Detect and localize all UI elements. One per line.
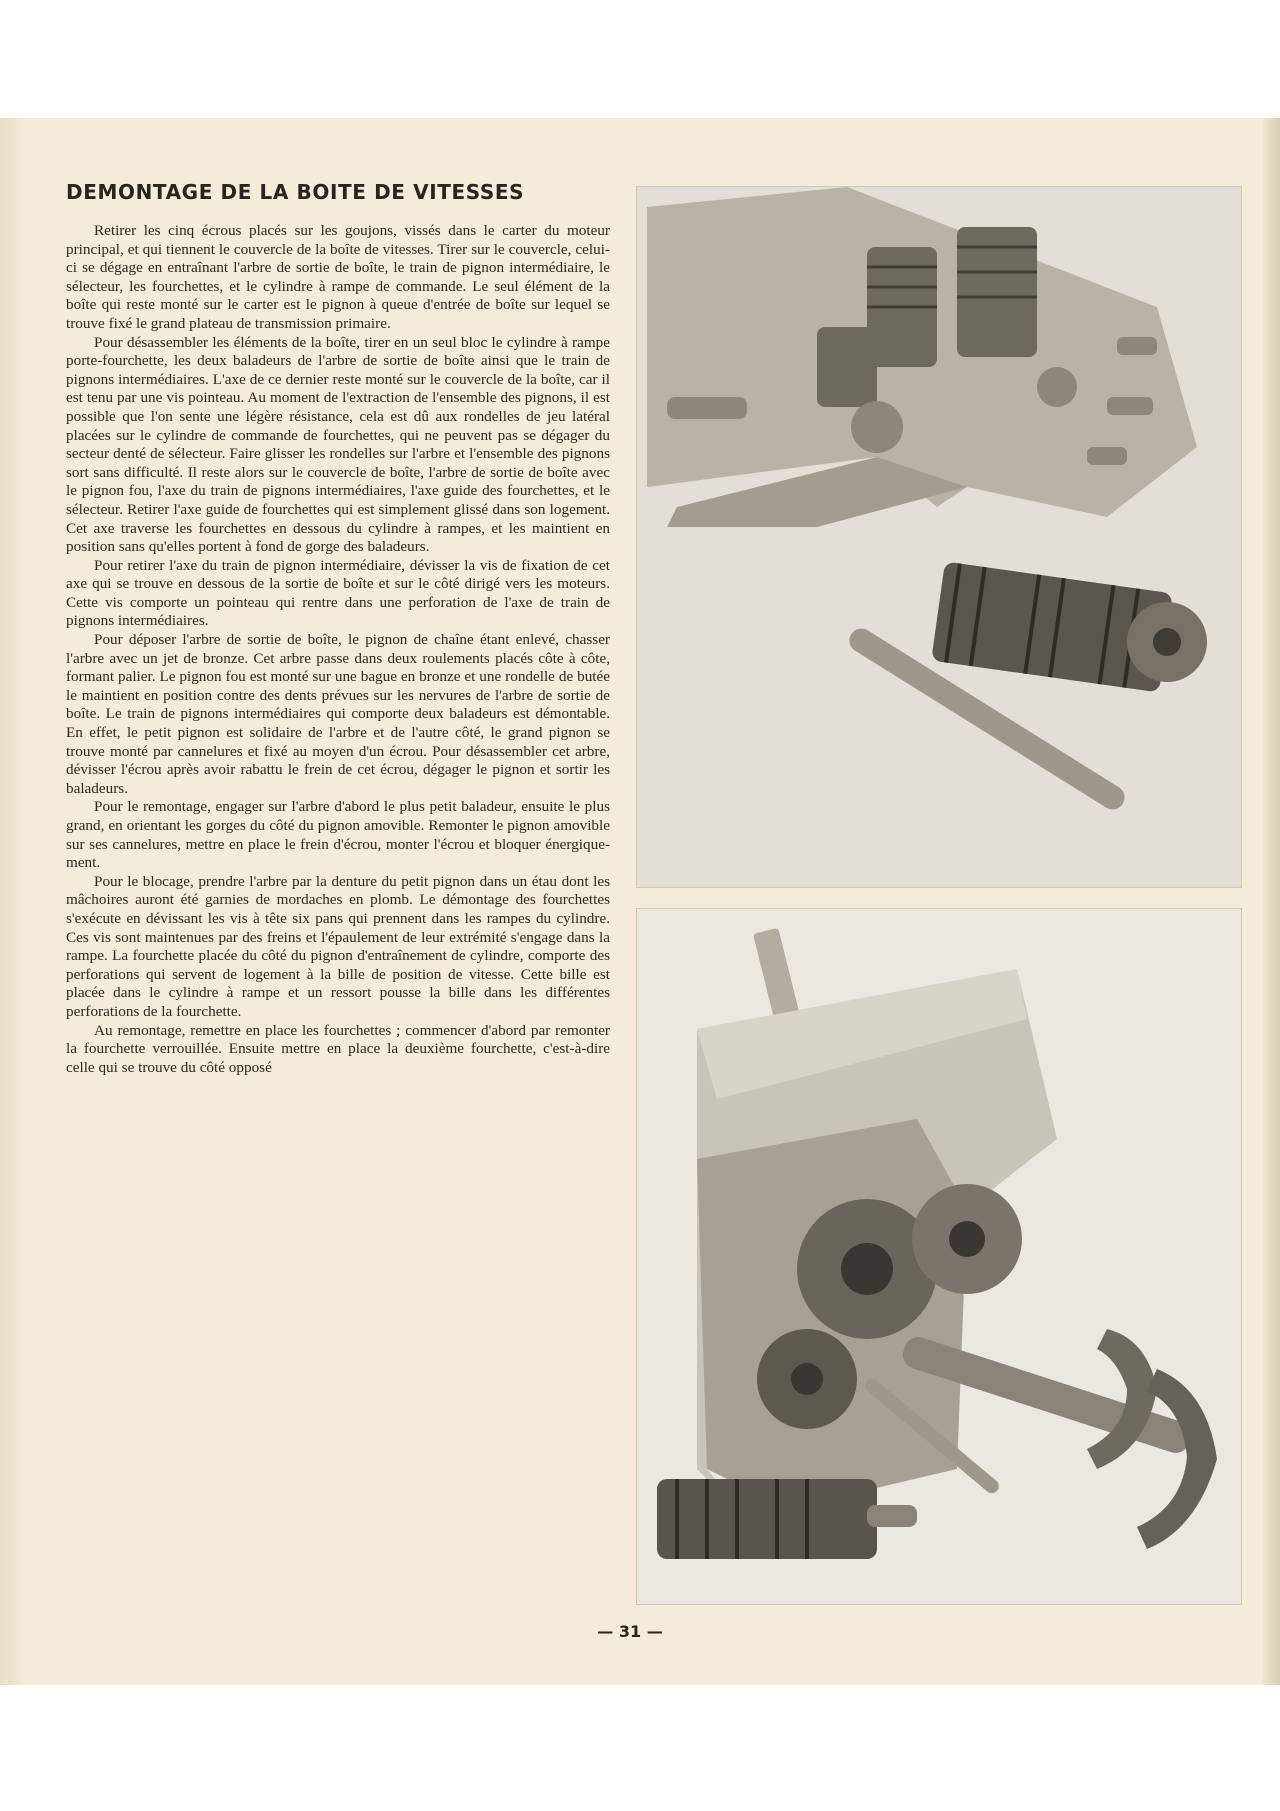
gearbox-photo-bottom — [636, 908, 1242, 1605]
body-text — [66, 222, 610, 1602]
section-heading: DEMONTAGE DE LA BOITE DE VITESSES — [66, 180, 525, 204]
paragraph: Au remontage, remettre en place les fourchettes ; commencer d'abord par remonter la fourchette verrouillée. Ensuite mettre en place la deuxième fourchette, c'est-à-dire celle qui se trouve du côté opposé — [66, 1021, 610, 1076]
page-edge — [0, 118, 28, 1685]
paragraph: Pour le blocage, prendre l'arbre par la denture du petit pignon dans un étau dont les mâchoires auront été garnies de mordaches en plomb. Le démontage des fourchettes s'exécute en dévissant les vis à tête six pans qui prennent dans les rampes du cylindre. Ces vis sont maintenues par des freins et l'épaulement de leur extrémité s'engage dans la rampe. La fourchette placée du côté du pignon d'entraînement de cylindre, comporte des perforations qui servent de logement à la bille de position de vitesse. Cette bille est placée dans le cylindre à rampe et un ressort pousse la bille dans les différentes perforations de la fourchette. — [66, 872, 610, 1020]
gearbox-illustration-bottom — [637, 909, 1241, 1604]
gearbox-photo-top — [636, 186, 1242, 888]
paragraph: Pour déposer l'arbre de sortie de boîte, le pignon de chaîne étant enlevé, chasser l'arbre avec un jet de bronze. Cet arbre passe dans deux roulements placés côte à côte, formant palier. Le pignon fou est monté sur une bague en bronze et une rondelle de butée le maintient en position contre des dents prévues sur les nervures de l'arbre de sortie de boîte. Le train de pignons intermédiaires qui comporte deux baladeurs est démontable. En effet, le petit pignon est solidaire de l'arbre et de l'autre côté, le grand pignon se trouve monté par cannelures et fixé au moyen d'un écrou. Pour désassembler cet arbre, dévisser l'écrou après avoir rabattu le frein de cet écrou, dégager le pignon et sortir les baladeurs. — [66, 631, 610, 797]
paragraph: Retirer les cinq écrous placés sur les goujons, vissés dans le carter du moteur principal, et qui tiennent le couvercle de la boîte de vitesses. Tirer sur le couvercle, celui-ci se dégage en entraînant l'arbre de sortie de boîte, le train de pignon intermédiaire, le sélecteur, les fourchettes, et le cylindre à rampe de commande. Le seul élément de la boîte qui reste monté sur le carter est le pignon à queue d'entrée de boîte sur lequel se trouve fixé le grand plateau de transmission primaire. — [66, 222, 610, 332]
paragraph: Pour désassembler les éléments de la boîte, tirer en un seul bloc le cylindre à rampe porte-fourchette, les deux baladeurs de l'arbre de sortie de boîte ainsi que le train de pignons intermédiaires. L'axe de ce dernier reste monté sur le couvercle de la boîte, car il est tenu par une vis pointeau. Au moment de l'extraction de l'ensemble des pignons, il est possible que l'on sente une légère résistance, cela est dû aux rondelles de jeu latéral placées sur le cylindre de commande de fourchettes, qui ne peuvent pas se dégager du secteur denté de sélecteur. Faire glisser les rondelles sur l'arbre et l'ensemble des pignons sort sans difficulté. Il reste alors sur le couvercle de boîte, l'arbre de sortie de boîte avec le pignon fou, l'axe du train de pignons intermédiaires, l'axe guide des fourchettes, et le sélecteur. Retirer l'axe guide de fourchettes qui est simplement glissé dans son logement. Cet axe traverse les fourchettes en dessous du cylindre à rampes, et les maintient en position sans qu'elles portent à fond de gorge des baladeurs. — [66, 333, 610, 556]
page-number: — 31 — — [597, 1622, 663, 1641]
page-fold — [1262, 118, 1280, 1685]
gearbox-illustration-top — [637, 187, 1241, 887]
paragraph: Pour le remontage, engager sur l'arbre d'abord le plus petit baladeur, ensuite le plus grand, en orientant les gorges du côté du pignon amovible. Remonter le pignon amovible sur ses cannelures, mettre en place le frein d'écrou, monter l'écrou et bloquer énergiquement. — [66, 798, 610, 872]
paragraph: Pour retirer l'axe du train de pignon intermédiaire, dévisser la vis de fixation de cet axe qui se trouve en dessous de la sortie de boîte et sur le côté dirigé vers les moteurs. Cette vis comporte un pointeau qui rentre dans une perforation de l'axe de train de pignons intermédiaires. — [66, 556, 610, 630]
